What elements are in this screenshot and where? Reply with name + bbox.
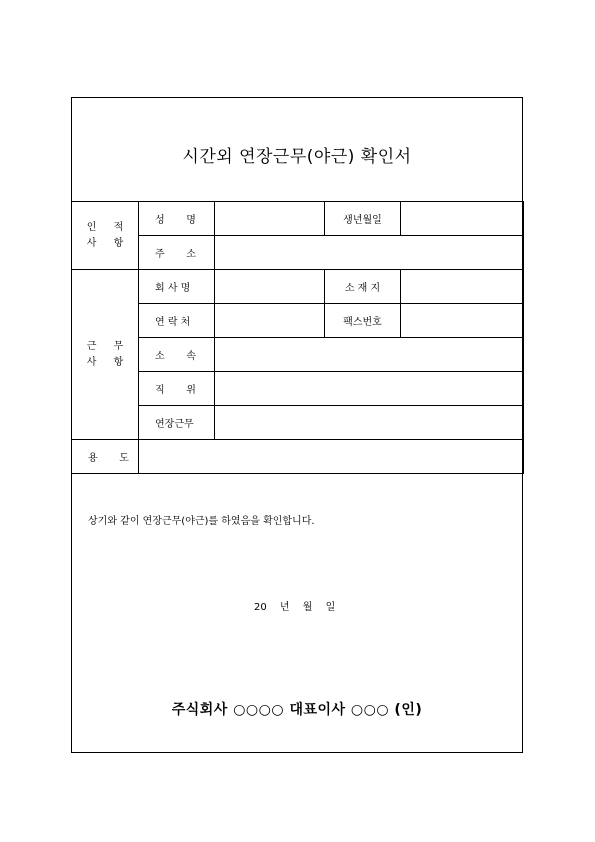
row-overtime bbox=[72, 406, 524, 440]
date-line: 20 년 월 일 bbox=[254, 602, 336, 613]
birth-field[interactable] bbox=[401, 202, 524, 236]
department-label-text: 소 속 bbox=[155, 351, 199, 362]
address-field[interactable] bbox=[215, 236, 524, 270]
name-label bbox=[139, 202, 215, 236]
page-title: 시간외 연장근무(야근) 확인서 bbox=[182, 147, 412, 167]
name-field[interactable] bbox=[215, 202, 325, 236]
position-field[interactable] bbox=[215, 372, 524, 406]
purpose-label-text: 용 도 bbox=[88, 453, 132, 464]
company-label: 회 사 명 bbox=[139, 270, 215, 304]
work-category-line2: 사 항 bbox=[86, 356, 124, 368]
overtime-field[interactable] bbox=[215, 406, 524, 440]
row-position bbox=[72, 372, 524, 406]
confirmation-statement: 상기와 같이 연장근무(야근)를 하였음을 확인합니다. bbox=[88, 516, 315, 527]
name-label-text: 성 명 bbox=[155, 215, 199, 226]
contact-label: 연 락 처 bbox=[139, 304, 215, 338]
purpose-field[interactable] bbox=[139, 440, 524, 474]
row-department bbox=[72, 338, 524, 372]
position-label-text: 직 위 bbox=[155, 385, 199, 396]
row-name bbox=[72, 202, 524, 236]
fax-field[interactable] bbox=[401, 304, 524, 338]
address-label-text: 주 소 bbox=[155, 249, 199, 260]
department-label bbox=[139, 338, 215, 372]
row-address bbox=[72, 236, 524, 270]
contact-field[interactable] bbox=[215, 304, 325, 338]
position-label bbox=[139, 372, 215, 406]
overtime-label: 연장근무 bbox=[139, 406, 215, 440]
purpose-label bbox=[72, 440, 139, 474]
birth-label: 생년월일 bbox=[325, 202, 401, 236]
address-label bbox=[139, 236, 215, 270]
work-category-line1: 근 무 bbox=[86, 340, 124, 352]
department-field[interactable] bbox=[215, 338, 524, 372]
company-field[interactable] bbox=[215, 270, 325, 304]
title-row bbox=[72, 98, 522, 201]
confirmation-section bbox=[72, 474, 522, 754]
work-category-cell bbox=[72, 270, 139, 440]
row-company bbox=[72, 270, 524, 304]
personal-category-line2: 사 항 bbox=[86, 237, 124, 249]
location-field[interactable] bbox=[401, 270, 524, 304]
fax-label: 팩스번호 bbox=[325, 304, 401, 338]
row-purpose bbox=[72, 440, 524, 474]
location-label: 소 재 지 bbox=[325, 270, 401, 304]
signature-line: 주식회사 ○○○○ 대표이사 ○○○ (인) bbox=[171, 702, 423, 718]
form-table bbox=[71, 201, 524, 474]
certificate-form bbox=[71, 97, 523, 753]
row-contact bbox=[72, 304, 524, 338]
personal-category-line1: 인 적 bbox=[86, 221, 124, 233]
personal-category-cell bbox=[72, 202, 139, 270]
